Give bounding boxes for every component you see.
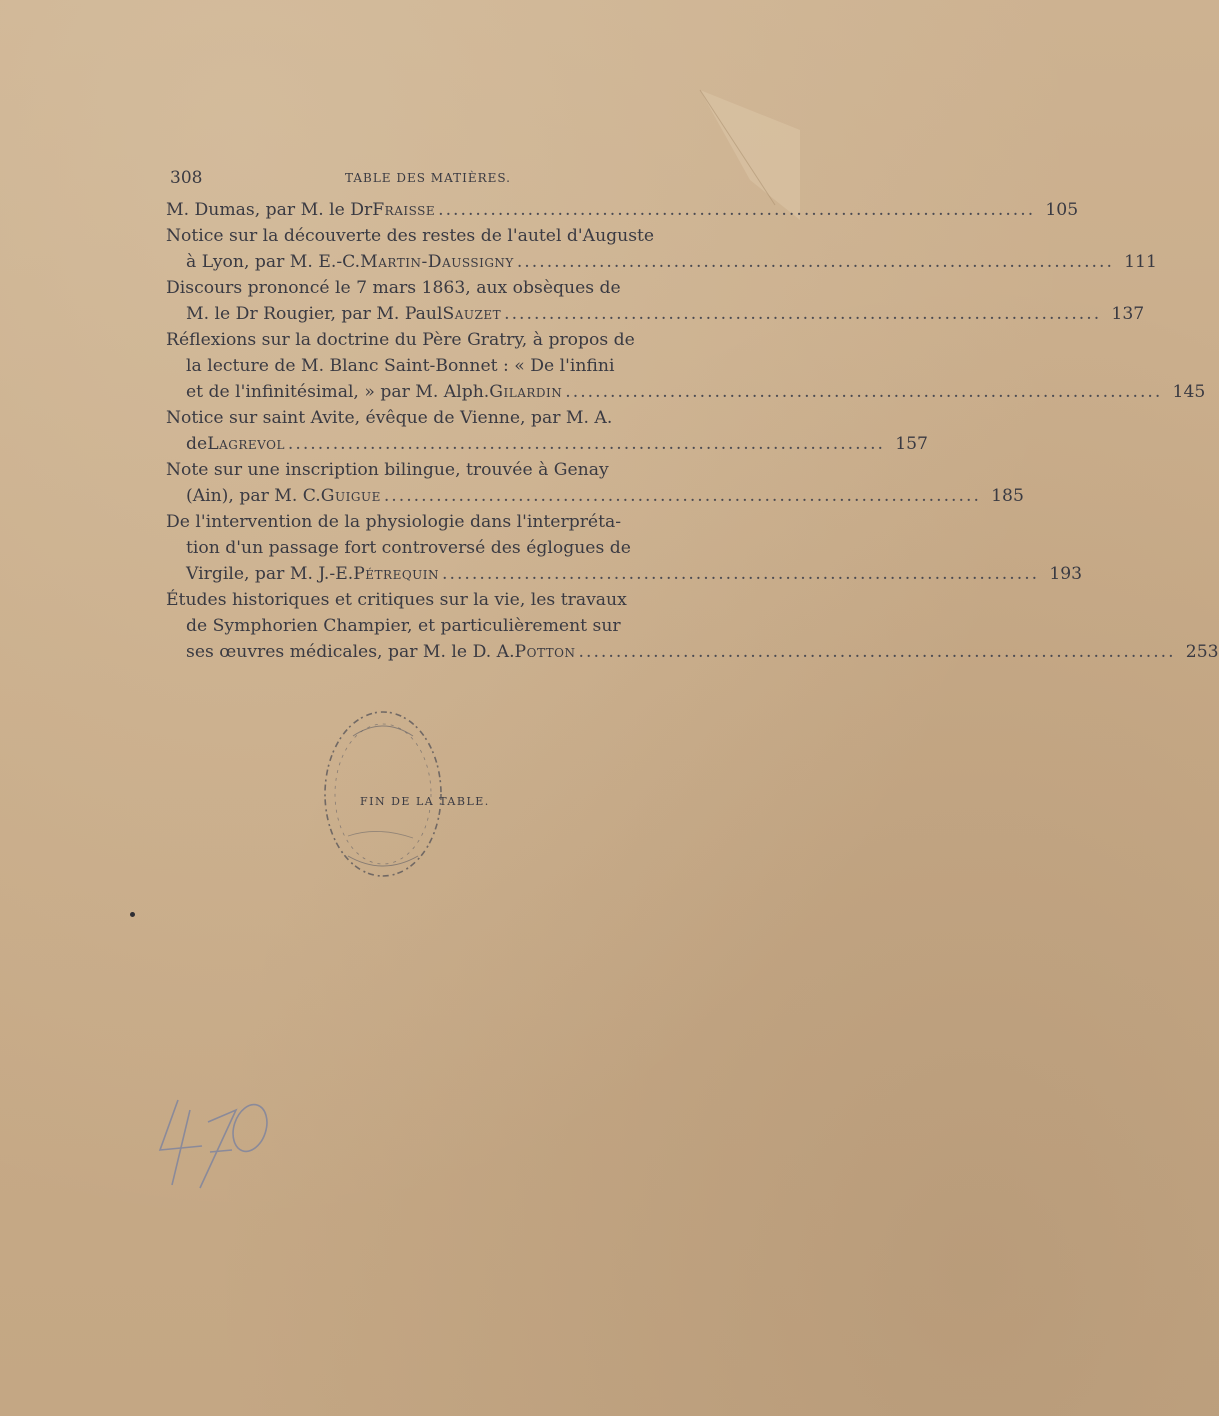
toc-entry-line [166, 509, 691, 535]
ink-spot [130, 912, 135, 917]
toc-entry-author: Lagrevol [207, 434, 285, 454]
toc-entry-author: Gilardin [489, 382, 563, 402]
toc-entry [166, 509, 1083, 587]
toc-entry-text: de [186, 434, 208, 454]
toc-entry-line [166, 561, 1083, 587]
toc-entry-line [166, 353, 691, 379]
handwritten-note [140, 1070, 290, 1200]
toc-entry [166, 587, 1219, 665]
toc-entry-text: De l'intervention de la physiologie dans l'interpréta- [166, 512, 622, 532]
toc-entry-text: Notice sur saint Avite, évêque de Vienne, par M. A. [166, 408, 613, 428]
dot-leader: ................................................................................ [516, 252, 1114, 272]
toc-entry-text: Virgile, par M. J.-E. [186, 564, 354, 584]
toc-entry-text: ses œuvres médicales, par M. le D. A. [186, 642, 515, 662]
toc-entry-text: Réflexions sur la doctrine du Père Gratry, à propos de [166, 330, 635, 350]
table-of-contents [166, 197, 1219, 665]
toc-entry-author: Pétrequin [353, 564, 440, 584]
toc-entry-text: Notice sur la découverte des restes de l'autel d'Auguste [166, 226, 655, 246]
toc-entry-author: Martin-Daussigny [360, 252, 514, 272]
toc-entry-author: Guigue [320, 486, 381, 506]
toc-entry-page: 253 [1185, 642, 1219, 662]
toc-entry [166, 457, 1024, 509]
toc-entry-text: (Ain), par M. C. [186, 486, 321, 506]
toc-entry-text: Discours prononcé le 7 mars 1863, aux obsèques de [166, 278, 621, 298]
toc-entry-line [166, 613, 691, 639]
toc-entry-line [166, 535, 691, 561]
toc-entry-text: à Lyon, par M. E.-C. [186, 252, 361, 272]
toc-entry-line [166, 327, 691, 353]
dot-leader: ................................................................................ [438, 200, 1036, 220]
toc-entry-line [166, 483, 1024, 509]
toc-entry-line [166, 587, 691, 613]
toc-entry-line [166, 431, 928, 457]
toc-entry-text: tion d'un passage fort controversé des églogues de [186, 538, 631, 558]
toc-entry-line [166, 639, 1219, 665]
dot-leader: ................................................................................ [578, 642, 1176, 662]
toc-entry-line [166, 249, 1157, 275]
toc-entry-text: de Symphorien Champier, et particulièrement sur [186, 616, 621, 636]
toc-entry-text: et de l'infinitésimal, » par M. Alph. [186, 382, 490, 402]
dot-leader: ................................................................................ [442, 564, 1040, 584]
dot-leader: ................................................................................ [565, 382, 1163, 402]
toc-entry [166, 275, 1145, 327]
toc-entry-line [166, 223, 691, 249]
toc-entry-page: 157 [895, 434, 928, 454]
toc-entry-line [166, 405, 691, 431]
library-stamp [318, 706, 448, 882]
toc-entry-line [166, 197, 1079, 223]
toc-entry-text: M. Dumas, par M. le Dr [166, 200, 373, 220]
toc-entry [166, 197, 1079, 223]
toc-entry-page: 193 [1049, 564, 1083, 584]
toc-entry-page: 185 [991, 486, 1024, 506]
toc-entry [166, 327, 1206, 405]
toc-entry-author: Fraisse [372, 200, 436, 220]
toc-entry [166, 405, 928, 457]
toc-entry-line [166, 301, 1145, 327]
end-of-table-text: FIN DE LA TABLE. [360, 795, 490, 808]
page-header [170, 168, 650, 190]
toc-entry-page: 145 [1172, 382, 1206, 402]
toc-entry-text: M. le Dr Rougier, par M. Paul [186, 304, 443, 324]
toc-entry-text: la lecture de M. Blanc Saint-Bonnet : « De l'infini [186, 356, 615, 376]
toc-entry-line [166, 275, 691, 301]
dot-leader: ................................................................................ [504, 304, 1102, 324]
page-number: 308 [170, 168, 203, 188]
toc-entry-text: Note sur une inscription bilingue, trouvée à Genay [166, 460, 609, 480]
running-title: TABLE DES MATIÈRES. [345, 171, 511, 185]
toc-entry-line [166, 379, 1206, 405]
toc-entry-page: 137 [1111, 304, 1145, 324]
dot-leader: ................................................................................ [287, 434, 885, 454]
dot-leader: ................................................................................ [383, 486, 981, 506]
toc-entry [166, 223, 1157, 275]
toc-entry-page: 111 [1124, 252, 1157, 272]
toc-entry-author: Potton [514, 642, 576, 662]
toc-entry-text: Études historiques et critiques sur la vie, les travaux [166, 590, 627, 610]
toc-entry-line [166, 457, 691, 483]
toc-entry-page: 105 [1045, 200, 1079, 220]
toc-entry-author: Sauzet [442, 304, 502, 324]
